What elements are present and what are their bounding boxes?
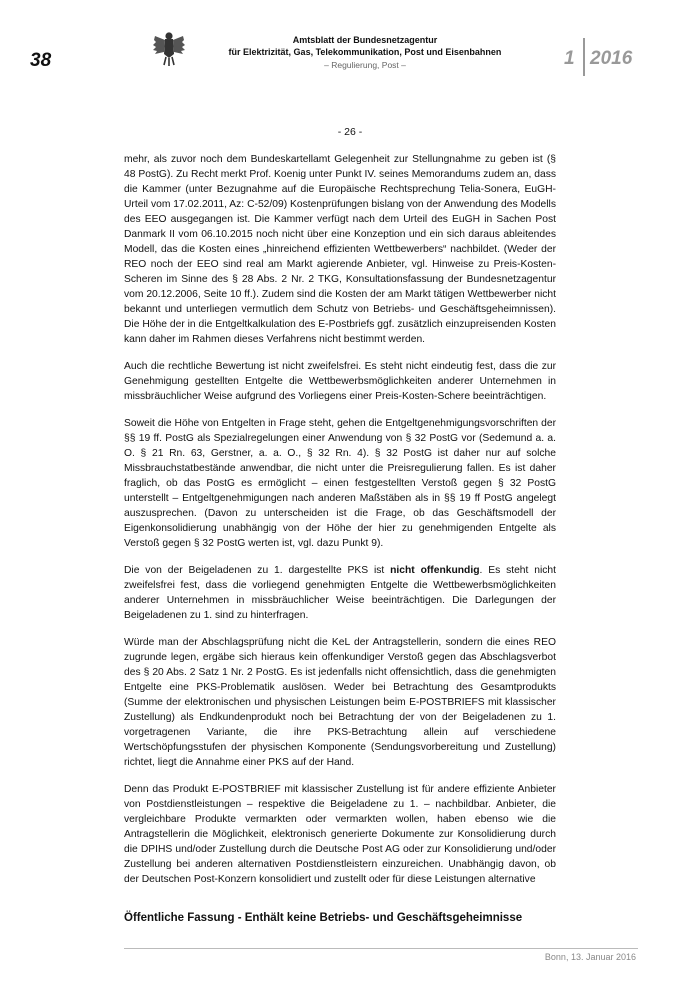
document-page-label: - 26 - <box>337 126 363 138</box>
place-date: Bonn, 13. Januar 2016 <box>544 952 636 962</box>
issue-year: 2016 <box>590 48 633 69</box>
gazette-title-line-2: für Elektrizität, Gas, Telekommunikation, Post und Eisenbahnen <box>228 47 502 57</box>
paragraph-pks <box>124 563 556 623</box>
gazette-title <box>205 34 525 58</box>
issue-number: 1 <box>564 48 575 69</box>
issue-divider <box>583 38 585 76</box>
document-body <box>124 152 556 899</box>
page-number: 38 <box>30 50 52 71</box>
paragraph: Würde man der Abschlagsprüfung nicht die KeL der Antragstellerin, sondern die eines REO zugrunde legen, ergäbe sich hieraus kein offenkundiger Verstoß gegen das Abschlagsverbot des § 20 Abs. 2 Satz 1 Nr. 2 PostG. Es ist jedenfalls nicht offensichtlich, dass die genehmigten Entgelte eine PKS-Problematik auslösen. Weder bei Betrachtung des Gesamtprodukts (Summe der elektronischen und physischen Leistungen beim E-POSTBRIEFS mit klassischer Zustellung) als Endkundenprodukt noch bei Betrachtung der von der Beigeladenen zu 1. vorgetragenen Variante, die ihre PKS-Betrachtung allein auf verschiedene Wertschöpfungsstufen der physischen Komponente (Sendungsvorbereitung und Zustellung) richtet, liegt die Annahme einer PKS auf der Hand. <box>124 637 556 768</box>
public-version-note: Öffentliche Fassung - Enthält keine Betriebs- und Geschäftsgeheimnisse <box>124 912 523 924</box>
footer-divider <box>124 948 638 949</box>
pks-text-emphasis: nicht offenkundig <box>390 565 480 576</box>
pks-text-before: Die von der Beigeladenen zu 1. dargestellte PKS ist <box>124 565 391 576</box>
pks-text-after: . Es steht nicht zweifelsfrei fest, dass die vorliegend genehmigten Entgelte die Wettbewerbsmöglichkeiten anderer Unternehmen in missbräuchlicher Weise beeinträchtigen. Die Darlegungen der Beigeladenen zu 1. sind zu hinterfragen. <box>124 565 556 621</box>
gazette-subtitle: – Regulierung, Post – <box>324 60 406 70</box>
paragraph: Soweit die Höhe von Entgelten in Frage steht, gehen die Entgeltgenehmigungsvorschriften der §§ 19 ff. PostG als Spezialregelungen einer Anwendung von § 32 PostG vor (Sedemund a. a. O. § 21 Rn. 63, Gerstner, a. a. O., § 32 Rn. 4). § 32 PostG ist daher nur auf solche Missbrauchstatbestände anwendbar, die nicht unter die Preisregulierung fallen. Es ist daher fraglich, ob das PostG es ermöglicht – einen festgestellten Verstoß gegen § 32 PostG unterstellt – Entgeltgenehmigungen nach anderen Maßstäben als in §§ 19 ff PostG angelegt auszusprechen. (Davon zu unterscheiden ist die Frage, ob das Geschäftsmodell der Eigenkonsolidierung unabhängig von der Höhe der hier zu genehmigenden Entgelte als Verstoß gegen § 32 PostG werten ist, vgl. dazu Punkt 9). <box>124 418 556 549</box>
gazette-title-line-1: Amtsblatt der Bundesnetzagentur <box>292 35 438 45</box>
federal-eagle-icon <box>152 30 186 68</box>
paragraph: mehr, als zuvor noch dem Bundeskartellamt Gelegenheit zur Stellungnahme zu geben ist (§ 48 PostG). Zu Recht merkt Prof. Koenig unter Punkt IV. seines Memorandums zudem an, dass die Kammer (unter Bezugnahme auf die Europäische Rechtsprechung Telia-Sonera, EuGH-Urteil vom 17.02.2011, Az: C-52/09) Kostenprüfungen bislang von der Anwendung des Modells des EEO ausgegangen ist. Die Kammer verfügt nach dem Urteil des EuGH in Sachen Post Danmark II vom 06.10.2015 noch nicht über eine Konzeption und ein sich daraus ableitendes Modell, das die Kosten eines „hinreichend effizienten Wettbewerbers“ nachbildet. (Weder der REO noch der EEO sind real am Markt agierende Anbieter, vgl. Hinweise zu Preis-Kosten-Scheren im Sinne des § 28 Abs. 2 Nr. 2 TKG, Konsultationsfassung der Bundesnetzagentur vom 20.12.2006, Seite 10 ff.). Zudem sind die Kosten der am Markt tätigen Wettbewerber nicht bekannt und unterliegen vermutlich dem Schutz von Betriebs- und Geschäftsgeheimnissen). Die Höhe der in die Entgeltkalkulation des E-Postbriefs ggf. zusätzlich einzupreisenden Kosten kann daher im Rahmen dieses Verfahrens nicht bestimmt werden. <box>124 154 556 345</box>
paragraph: Denn das Produkt E-POSTBRIEF mit klassischer Zustellung ist für andere effiziente Anbieter von Postdienstleistungen – respektive die Beigeladene zu 1. – nachbildbar. Anbieter, die vergleichbare Produkte vermarkten oder vermarkten wollen, haben ebenso wie die Antragstellerin die Möglichkeit, elektronisch generierte Dokumente zur Konsolidierung durch die DPIHS und/oder Zustellung durch die Deutsche Post AG oder zur Konsolidierung und/oder Zustellung bei anderen alternativen Postdienstleistern einzureichen. Unabhängig davon, ob der Deutschen Post-Konzern konsolidiert und zustellt oder für diese Leistungen alternative <box>124 784 556 885</box>
paragraph: Auch die rechtliche Bewertung ist nicht zweifelsfrei. Es steht nicht eindeutig fest, dass die zur Genehmigung gestellten Entgelte die Wettbewerbsmöglichkeiten anderer Unternehmen in missbräuchlicher Weise aufgrund des Vorliegens einer Preis-Kosten-Schere beeinträchtigen. <box>124 361 556 402</box>
